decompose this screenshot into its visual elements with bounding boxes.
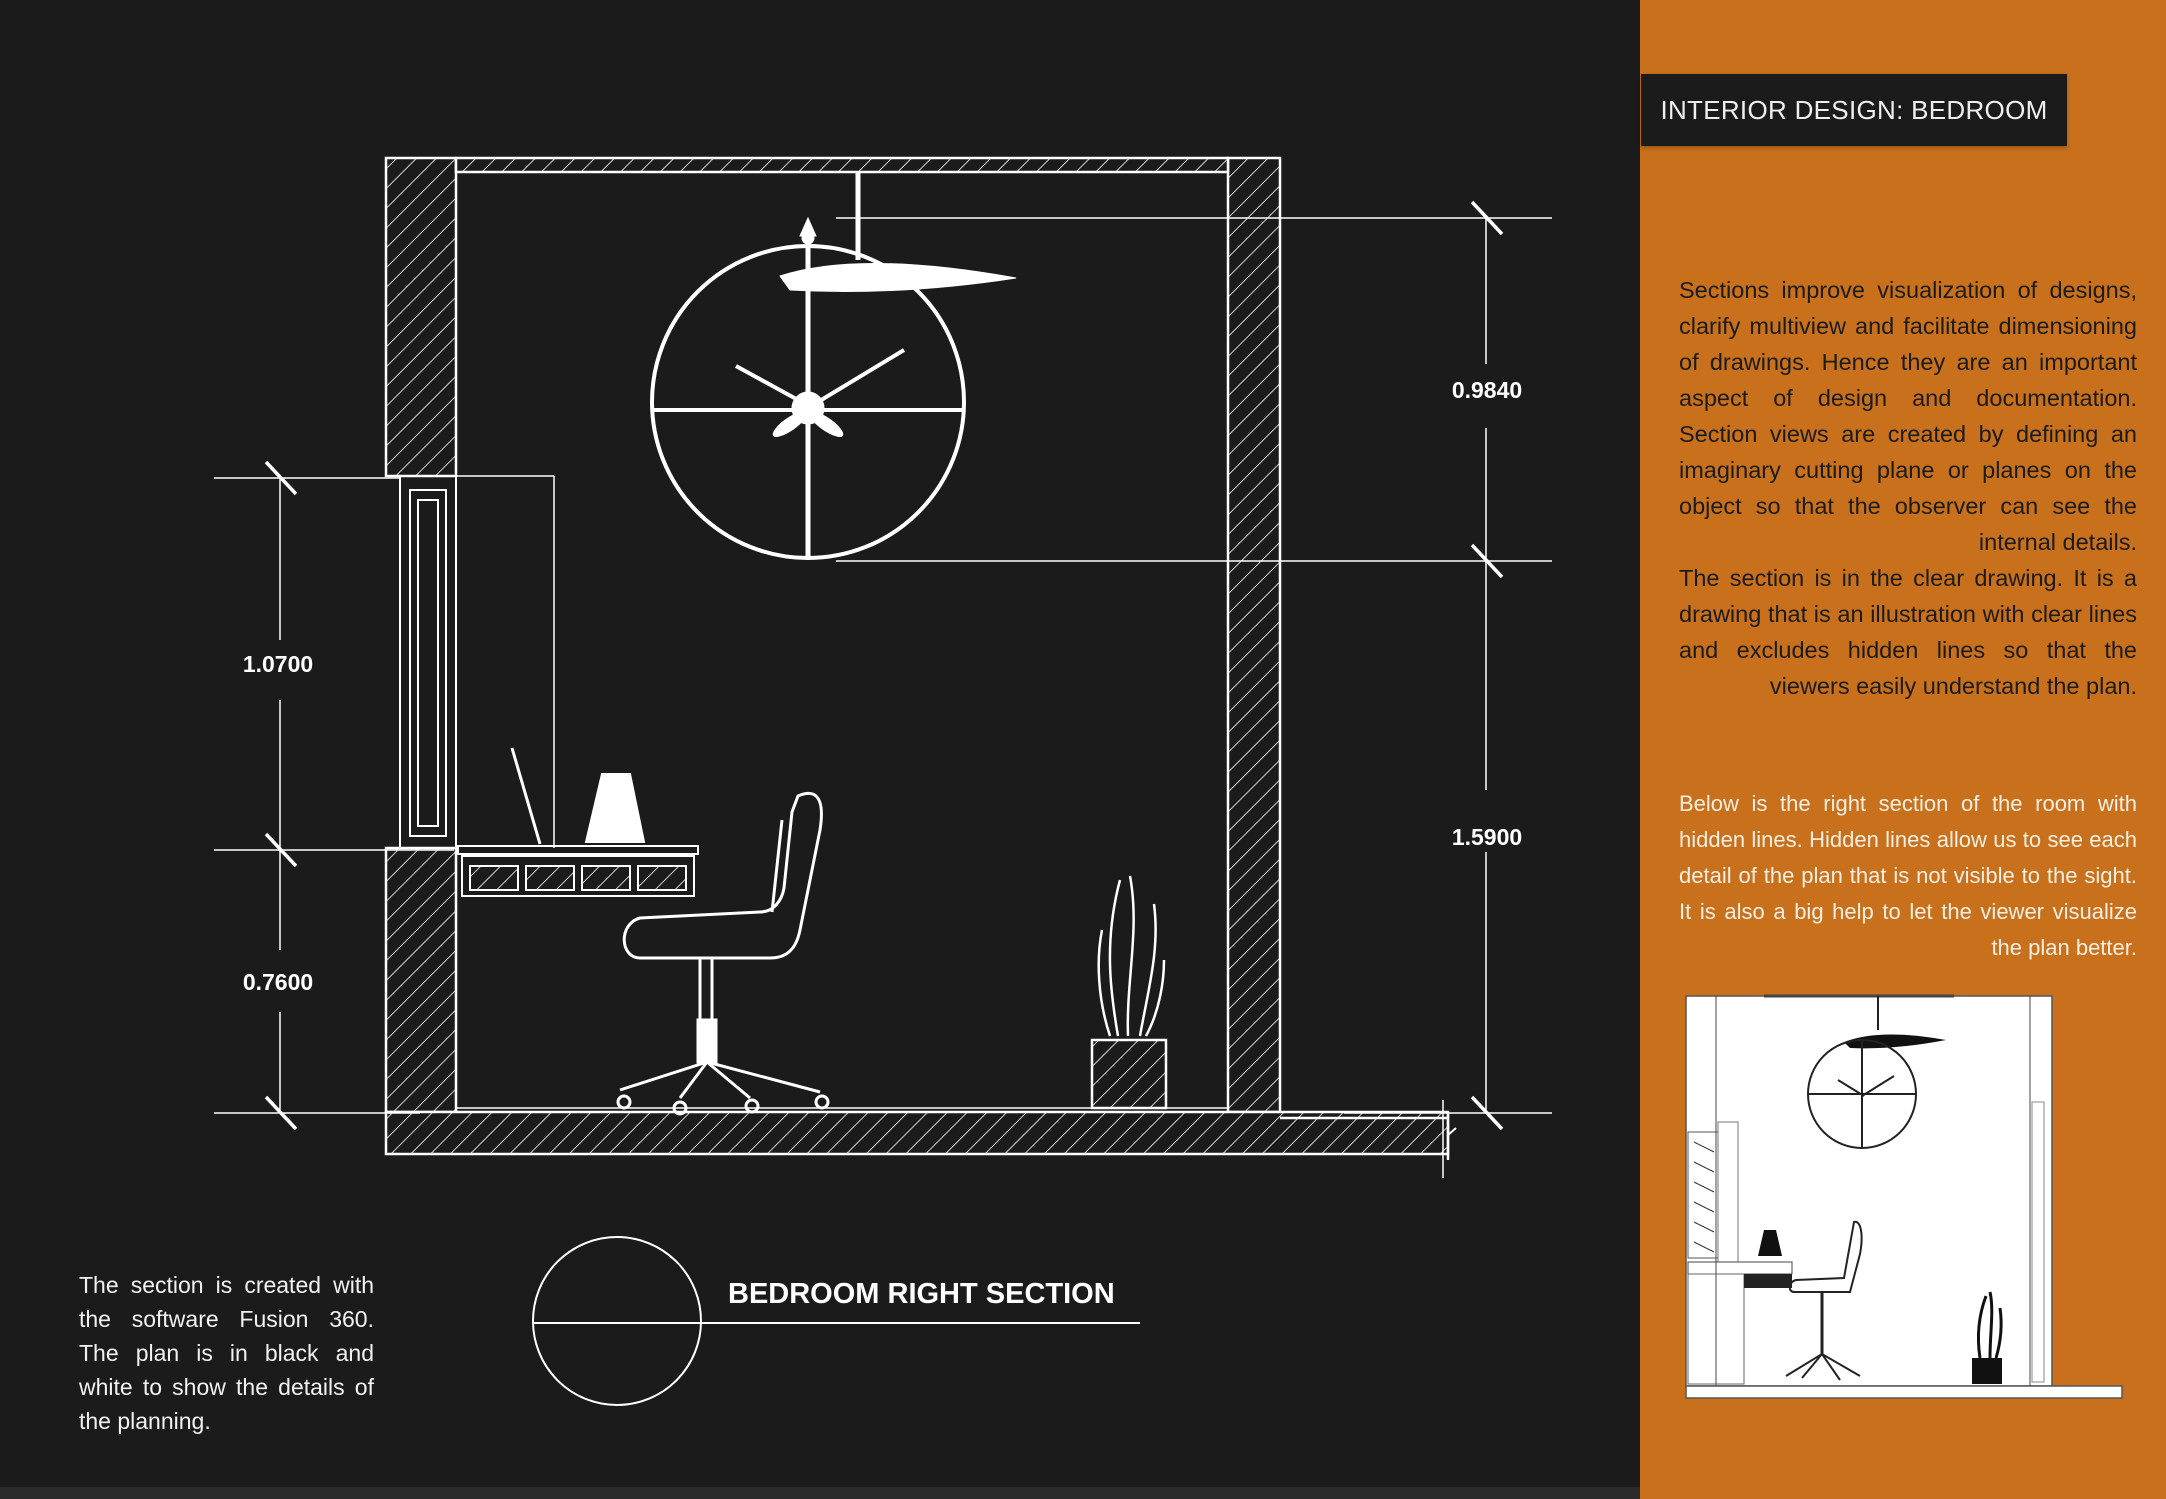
hidden-lines-section-thumbnail bbox=[1684, 992, 2124, 1406]
left-wall-lower bbox=[386, 848, 456, 1112]
ceiling-slab bbox=[456, 158, 1228, 172]
left-wall-upper bbox=[386, 158, 456, 476]
description-paragraph: The section is in the clear drawing. It is a drawing that is an illustration with clear lines and excludes hidden lines so that the viewers easily understand the plan. bbox=[1679, 565, 2137, 699]
panel-title: INTERIOR DESIGN: BEDROOM bbox=[1660, 94, 2048, 125]
desk bbox=[458, 748, 698, 896]
section-symbol bbox=[533, 1237, 1140, 1405]
description-paragraph: Sections improve visualization of designs, clarify multiview and facilitate dimensioning of drawings. Hence they are an important aspect of design and documentation. Section views are created by defining an imaginary cutting plane or planes on the object so that the observer can see the internal details. bbox=[1679, 277, 2137, 555]
drawing-note: The section is created with the software Fusion 360. The plan is in black and white to show the details of the planning. bbox=[79, 1272, 374, 1434]
title-bar bbox=[1641, 74, 2067, 146]
window-frame bbox=[400, 476, 554, 848]
dim-left-upper: 1.0700 bbox=[242, 651, 314, 677]
room-walls bbox=[386, 158, 1456, 1178]
potted-plant bbox=[1092, 876, 1166, 1108]
wall-clock bbox=[652, 172, 1016, 558]
description-paragraph: Below is the right section of the room with hidden lines. Hidden lines allow us to see each detail of the plan that is not visible to the sight. It is also a big help to let the viewer visualize the plan better. bbox=[1679, 791, 2137, 960]
right-wall bbox=[1228, 158, 1280, 1112]
dimensions-right bbox=[836, 202, 1552, 1129]
office-chair bbox=[618, 793, 828, 1114]
dim-left-lower: 0.7600 bbox=[242, 969, 314, 995]
section-title: BEDROOM RIGHT SECTION bbox=[728, 1278, 1115, 1310]
dim-right-upper: 0.9840 bbox=[1451, 377, 1523, 403]
dim-right-lower: 1.5900 bbox=[1451, 824, 1523, 850]
